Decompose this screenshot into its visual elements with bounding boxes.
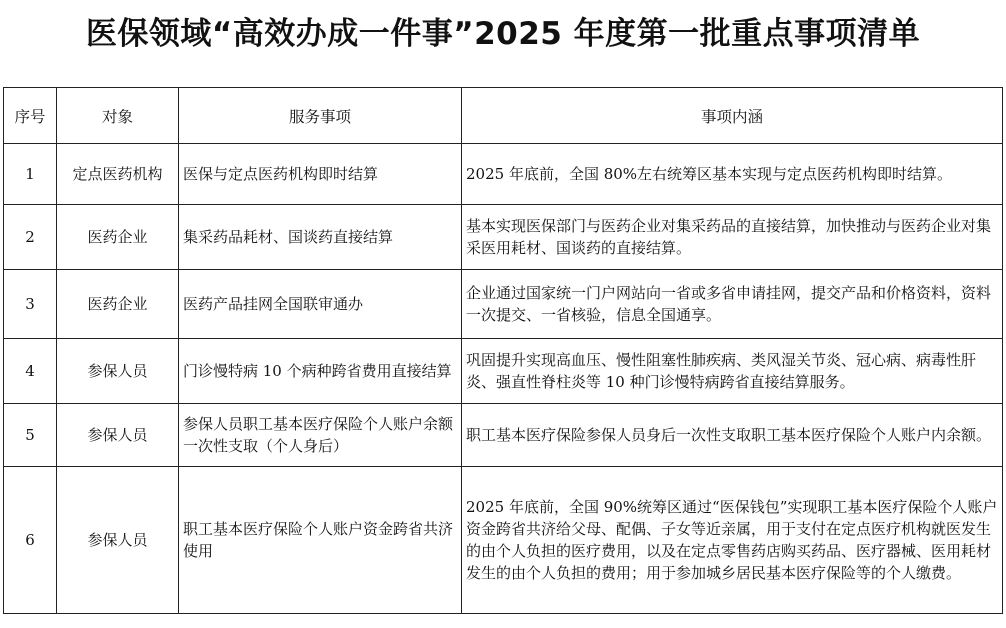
row-target: 医药企业	[57, 270, 179, 339]
matter-list-table	[3, 87, 1003, 614]
row-item: 医保与定点医药机构即时结算	[179, 144, 462, 205]
row-item: 职工基本医疗保险个人账户资金跨省共济使用	[179, 467, 462, 614]
row-item: 医药产品挂网全国联审通办	[179, 270, 462, 339]
row-no: 4	[4, 339, 57, 404]
table-row	[4, 270, 1003, 339]
header-no: 序号	[4, 88, 57, 144]
row-target: 参保人员	[57, 339, 179, 404]
table-row	[4, 339, 1003, 404]
row-content: 2025 年底前，全国 90%统筹区通过“医保钱包”实现职工基本医疗保险个人账户资金跨省共济给父母、配偶、子女等近亲属，用于支付在定点医疗机构就医发生的由个人负担的医疗费用，以及在定点零售药店购买药品、医疗器械、医用耗材发生的由个人负担的费用；用于参加城乡居民基本医疗保险等的个人缴费。	[462, 467, 1003, 614]
row-content: 巩固提升实现高血压、慢性阻塞性肺疾病、类风湿关节炎、冠心病、病毒性肝炎、强直性脊柱炎等 10 种门诊慢特病跨省直接结算服务。	[462, 339, 1003, 404]
header-content: 事项内涵	[462, 88, 1003, 144]
row-content: 基本实现医保部门与医药企业对集采药品的直接结算，加快推动与医药企业对集采医用耗材、国谈药的直接结算。	[462, 205, 1003, 270]
row-content: 职工基本医疗保险参保人员身后一次性支取职工基本医疗保险个人账户内余额。	[462, 404, 1003, 467]
row-no: 1	[4, 144, 57, 205]
row-target: 医药企业	[57, 205, 179, 270]
row-no: 6	[4, 467, 57, 614]
table-row	[4, 404, 1003, 467]
table-row	[4, 144, 1003, 205]
table-header-row	[4, 88, 1003, 144]
row-item: 集采药品耗材、国谈药直接结算	[179, 205, 462, 270]
header-item: 服务事项	[179, 88, 462, 144]
row-target: 参保人员	[57, 467, 179, 614]
row-target: 定点医药机构	[57, 144, 179, 205]
row-no: 3	[4, 270, 57, 339]
header-target: 对象	[57, 88, 179, 144]
row-no: 2	[4, 205, 57, 270]
row-item: 门诊慢特病 10 个病种跨省费用直接结算	[179, 339, 462, 404]
row-no: 5	[4, 404, 57, 467]
page-title: 医保领域“高效办成一件事”2025 年度第一批重点事项清单	[85, 16, 921, 52]
row-content: 企业通过国家统一门户网站向一省或多省申请挂网，提交产品和价格资料，资料一次提交、一省核验，信息全国通享。	[462, 270, 1003, 339]
row-target: 参保人员	[57, 404, 179, 467]
table-row	[4, 467, 1003, 614]
row-content: 2025 年底前，全国 80%左右统筹区基本实现与定点医药机构即时结算。	[462, 144, 1003, 205]
table-row	[4, 205, 1003, 270]
row-item: 参保人员职工基本医疗保险个人账户余额一次性支取（个人身后）	[179, 404, 462, 467]
